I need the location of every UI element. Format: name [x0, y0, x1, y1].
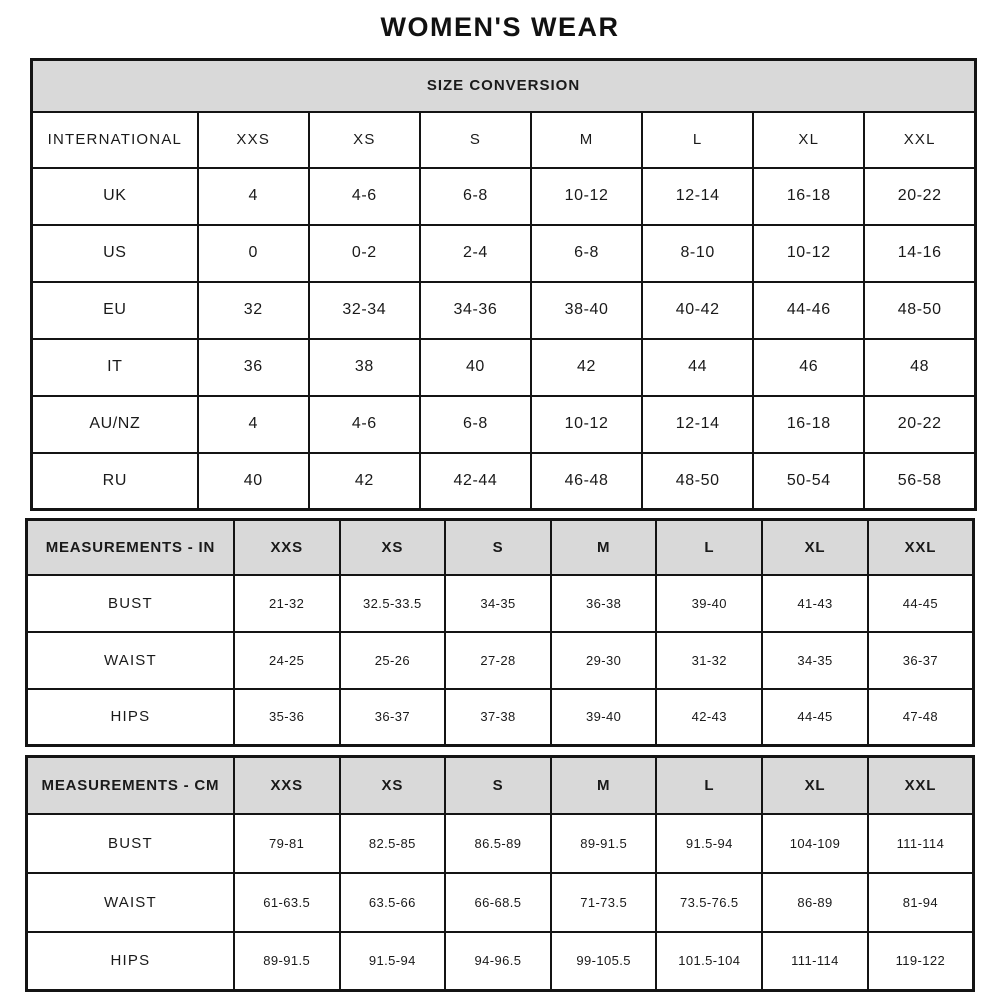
row-label: HIPS: [27, 689, 234, 746]
value-cell: 66-68.5: [445, 873, 551, 932]
table-row: [27, 575, 974, 632]
value-cell: 42-43: [656, 689, 762, 746]
value-cell: 39-40: [551, 689, 657, 746]
size-conversion-column-header-row: [32, 112, 976, 168]
value-cell: 25-26: [340, 632, 446, 689]
size-column-header: XS: [340, 520, 446, 575]
value-cell: 4: [198, 168, 309, 225]
table-label-header: INTERNATIONAL: [32, 112, 198, 168]
size-column-header: S: [420, 112, 531, 168]
value-cell: 86.5-89: [445, 814, 551, 873]
value-cell: 81-94: [868, 873, 974, 932]
size-column-header: XXL: [868, 520, 974, 575]
size-column-header: L: [656, 757, 762, 814]
value-cell: 111-114: [762, 932, 868, 991]
value-cell: 34-36: [420, 282, 531, 339]
value-cell: 46: [753, 339, 864, 396]
value-cell: 16-18: [753, 168, 864, 225]
value-cell: 10-12: [531, 168, 642, 225]
value-cell: 73.5-76.5: [656, 873, 762, 932]
row-label: WAIST: [27, 632, 234, 689]
table-row: [32, 396, 976, 453]
page-title: WOMEN'S WEAR: [380, 12, 620, 42]
size-column-header: XXS: [234, 757, 340, 814]
size-column-header: XXS: [198, 112, 309, 168]
size-conversion-table: [30, 58, 977, 511]
value-cell: 42: [531, 339, 642, 396]
value-cell: 79-81: [234, 814, 340, 873]
size-column-header: S: [445, 520, 551, 575]
table-row: [27, 932, 974, 991]
value-cell: 44-45: [762, 689, 868, 746]
value-cell: 46-48: [531, 453, 642, 510]
value-cell: 2-4: [420, 225, 531, 282]
row-label: UK: [32, 168, 198, 225]
measurements-in-body: [27, 575, 974, 746]
measurements-in-table: [25, 518, 975, 747]
value-cell: 20-22: [864, 396, 975, 453]
value-cell: 40-42: [642, 282, 753, 339]
table-row: [32, 339, 976, 396]
size-column-header: XXL: [864, 112, 975, 168]
table-row: [32, 453, 976, 510]
value-cell: 32-34: [309, 282, 420, 339]
table-row: [27, 632, 974, 689]
value-cell: 44: [642, 339, 753, 396]
value-cell: 40: [420, 339, 531, 396]
value-cell: 111-114: [868, 814, 974, 873]
value-cell: 40: [198, 453, 309, 510]
size-column-header: XL: [753, 112, 864, 168]
value-cell: 89-91.5: [234, 932, 340, 991]
value-cell: 37-38: [445, 689, 551, 746]
value-cell: 42: [309, 453, 420, 510]
size-column-header: XXL: [868, 757, 974, 814]
value-cell: 35-36: [234, 689, 340, 746]
value-cell: 34-35: [762, 632, 868, 689]
value-cell: 10-12: [531, 396, 642, 453]
size-column-header: S: [445, 757, 551, 814]
value-cell: 44-45: [868, 575, 974, 632]
value-cell: 48-50: [642, 453, 753, 510]
value-cell: 4-6: [309, 396, 420, 453]
value-cell: 50-54: [753, 453, 864, 510]
value-cell: 36-38: [551, 575, 657, 632]
row-label: BUST: [27, 814, 234, 873]
row-label: WAIST: [27, 873, 234, 932]
size-column-header: M: [551, 520, 657, 575]
value-cell: 27-28: [445, 632, 551, 689]
size-column-header: XL: [762, 520, 868, 575]
row-label: US: [32, 225, 198, 282]
row-label: IT: [32, 339, 198, 396]
size-conversion-title-row: [32, 60, 976, 112]
value-cell: 24-25: [234, 632, 340, 689]
value-cell: 0: [198, 225, 309, 282]
row-label: BUST: [27, 575, 234, 632]
size-column-header: M: [551, 757, 657, 814]
value-cell: 8-10: [642, 225, 753, 282]
table-label-header: MEASUREMENTS - IN: [27, 520, 234, 575]
value-cell: 86-89: [762, 873, 868, 932]
value-cell: 99-105.5: [551, 932, 657, 991]
value-cell: 10-12: [753, 225, 864, 282]
value-cell: 29-30: [551, 632, 657, 689]
value-cell: 20-22: [864, 168, 975, 225]
value-cell: 32: [198, 282, 309, 339]
value-cell: 6-8: [420, 168, 531, 225]
value-cell: 16-18: [753, 396, 864, 453]
value-cell: 48: [864, 339, 975, 396]
row-label: AU/NZ: [32, 396, 198, 453]
table-row: [27, 689, 974, 746]
value-cell: 4: [198, 396, 309, 453]
size-conversion-body: [32, 168, 976, 510]
size-column-header: XL: [762, 757, 868, 814]
value-cell: 47-48: [868, 689, 974, 746]
value-cell: 48-50: [864, 282, 975, 339]
value-cell: 36: [198, 339, 309, 396]
table-row: [27, 873, 974, 932]
table-row: [32, 168, 976, 225]
value-cell: 6-8: [420, 396, 531, 453]
value-cell: 39-40: [656, 575, 762, 632]
value-cell: 36-37: [340, 689, 446, 746]
value-cell: 104-109: [762, 814, 868, 873]
value-cell: 101.5-104: [656, 932, 762, 991]
size-column-header: XS: [309, 112, 420, 168]
value-cell: 119-122: [868, 932, 974, 991]
row-label: RU: [32, 453, 198, 510]
value-cell: 21-32: [234, 575, 340, 632]
value-cell: 38: [309, 339, 420, 396]
table-row: [32, 225, 976, 282]
value-cell: 6-8: [531, 225, 642, 282]
value-cell: 82.5-85: [340, 814, 446, 873]
table-label-header: MEASUREMENTS - CM: [27, 757, 234, 814]
row-label: EU: [32, 282, 198, 339]
value-cell: 91.5-94: [656, 814, 762, 873]
size-column-header: XS: [340, 757, 446, 814]
value-cell: 34-35: [445, 575, 551, 632]
value-cell: 31-32: [656, 632, 762, 689]
value-cell: 44-46: [753, 282, 864, 339]
value-cell: 56-58: [864, 453, 975, 510]
value-cell: 91.5-94: [340, 932, 446, 991]
value-cell: 12-14: [642, 168, 753, 225]
value-cell: 0-2: [309, 225, 420, 282]
value-cell: 71-73.5: [551, 873, 657, 932]
value-cell: 94-96.5: [445, 932, 551, 991]
size-column-header: L: [642, 112, 753, 168]
measurements-in-column-header-row: [27, 520, 974, 575]
size-column-header: XXS: [234, 520, 340, 575]
value-cell: 36-37: [868, 632, 974, 689]
value-cell: 12-14: [642, 396, 753, 453]
value-cell: 14-16: [864, 225, 975, 282]
size-column-header: M: [531, 112, 642, 168]
value-cell: 32.5-33.5: [340, 575, 446, 632]
table-row: [32, 282, 976, 339]
row-label: HIPS: [27, 932, 234, 991]
value-cell: 4-6: [309, 168, 420, 225]
size-column-header: L: [656, 520, 762, 575]
measurements-cm-body: [27, 814, 974, 991]
table-row: [27, 814, 974, 873]
value-cell: 42-44: [420, 453, 531, 510]
measurements-cm-table: [25, 755, 975, 992]
value-cell: 89-91.5: [551, 814, 657, 873]
size-conversion-title: SIZE CONVERSION: [32, 60, 976, 112]
value-cell: 41-43: [762, 575, 868, 632]
measurements-cm-column-header-row: [27, 757, 974, 814]
value-cell: 63.5-66: [340, 873, 446, 932]
value-cell: 38-40: [531, 282, 642, 339]
value-cell: 61-63.5: [234, 873, 340, 932]
